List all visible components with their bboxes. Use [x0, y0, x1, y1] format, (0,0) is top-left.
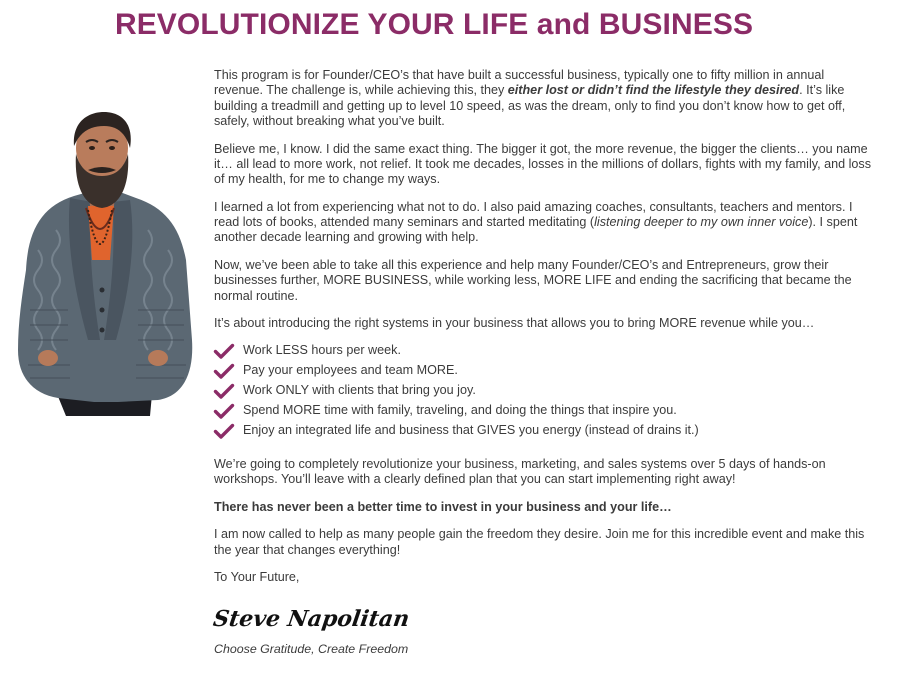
intro-emphasis: either lost or didn’t find the lifestyle they desired: [507, 83, 800, 98]
checklist-item: [214, 401, 876, 421]
signature-image: [211, 600, 412, 634]
checkmark-icon: [214, 363, 234, 379]
systems-paragraph: It’s about introducing the right systems in your business that allows you to bring MORE revenue while you…: [214, 316, 815, 331]
letter-body: [211, 68, 876, 657]
checklist-text: Spend MORE time with family, traveling, and doing the things that inspire you.: [243, 403, 677, 418]
checklist-text: Pay your employees and team MORE.: [243, 363, 458, 378]
believe-paragraph: Believe me, I know. I did the same exact thing. The bigger it got, the more revenue, the bigger the clients… you name it… all lead to more work, not relief. It took me decades, losses in the millions of dollars, fights with my family, and loss of my health, for me to change my ways.: [214, 141, 872, 187]
checklist-item: [214, 341, 876, 361]
called-paragraph: I am now called to help as many people gain the freedom they desire. Join me for this incredible event and make this the year that changes everything!: [214, 527, 865, 557]
checklist-text: Work LESS hours per week.: [243, 343, 401, 358]
intro-paragraph: This program is for Founder/CEO’s that have built a successful business, typically one to fifty million in annual revenue. The challenge is, while achieving this, they either lost or didn’t find the lifestyle they desired. It’s like building a treadmill and getting up to level 10 speed, as was the dream, only to find you don’t know how to get off, safely, without breaking what you’ve built.: [214, 68, 846, 128]
checkmark-icon: [214, 403, 234, 419]
closing-line: To Your Future,: [214, 570, 300, 585]
workshops-paragraph: We’re going to completely revolutionize your business, marketing, and sales systems over 5 days of hands-on workshops. You’ll leave with a clearly defined plan that you can start implementing right away!: [214, 456, 826, 487]
checkmark-icon: [214, 383, 234, 399]
checklist-text: Enjoy an integrated life and business that GIVES you energy (instead of drains it.): [243, 423, 699, 438]
tagline: Choose Gratitude, Create Freedom: [214, 641, 409, 656]
learned-italic: listening deeper to my own inner voice: [594, 215, 809, 230]
checklist-item: [214, 421, 876, 441]
checkmark-icon: [214, 423, 234, 439]
checklist-item: [214, 361, 876, 381]
checklist-text: Work ONLY with clients that bring you joy.: [243, 383, 476, 398]
page-headline: REVOLUTIONIZE YOUR LIFE and BUSINESS: [114, 8, 754, 41]
learned-paragraph: I learned a lot from experiencing what not to do. I also paid amazing coaches, consultants, teachers and mentors. I read lots of books, attended many seminars and started meditating (listening deeper to my own inner voice). I spent another decade learning and growing with help.: [214, 199, 858, 245]
invest-statement: There has never been a better time to invest in your business and your life…: [214, 499, 672, 514]
svg-text:Steve Napolitan: Steve Napolitan: [211, 605, 412, 632]
now-paragraph: Now, we’ve been able to take all this experience and help many Founder/CEO’s and Entrepreneurs, grow their businesses further, MORE BUSINESS, while working less, MORE LIFE and ending the sacrificing that became the normal routine.: [214, 258, 852, 303]
checklist-item: [214, 381, 876, 401]
checkmark-icon: [214, 343, 234, 359]
benefits-checklist: [214, 341, 876, 441]
author-portrait: [8, 110, 198, 416]
